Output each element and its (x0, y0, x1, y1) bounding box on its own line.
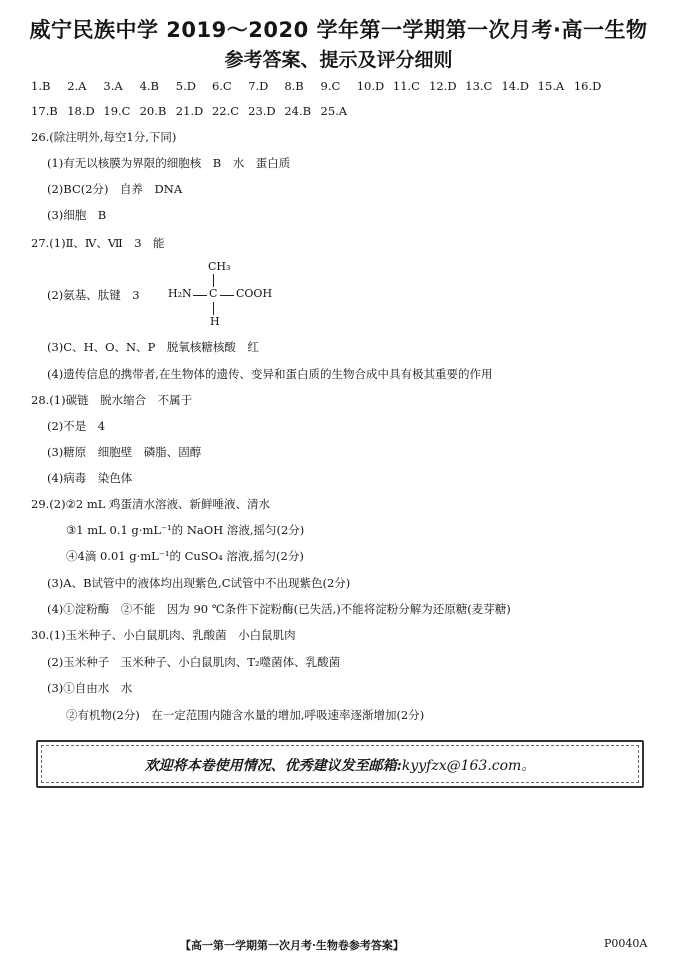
formula-bond-bottom (213, 302, 214, 315)
q27-line-3: (3)C、H、O、N、P 脱氧核糖核酸 红 (47, 340, 259, 354)
choice-answer: 11.C (392, 79, 420, 93)
footer-label: 【高一第一学期第一次月考·生物卷参考答案】 (180, 939, 404, 952)
choice-answers-row-2 (31, 104, 357, 118)
choice-answer: 16.D (573, 79, 602, 93)
alanine-structural-formula (168, 260, 288, 330)
formula-left-group: H₂N (168, 287, 192, 300)
choice-answer: 3.A (103, 79, 123, 93)
page-subtitle: 参考答案、提示及评分细则 (224, 49, 453, 71)
q30-line-2: (2)玉米种子 玉米种子、小白鼠肌肉、T₂噬菌体、乳酸菌 (47, 655, 341, 669)
choice-answer: 21.D (175, 104, 204, 118)
q29-line-2: ③1 mL 0.1 g·mL⁻¹的 NaOH 溶液,摇匀(2分) (66, 523, 305, 537)
formula-bond-right (220, 295, 234, 296)
choice-answer: 1.B (31, 79, 51, 93)
q29-line-5: (4)①淀粉酶 ②不能 因为 90 ℃条件下淀粉酶(已失活,)不能将淀粉分解为还原糖(麦芽糖) (47, 602, 511, 616)
formula-center-atom: C (209, 287, 218, 300)
choice-answer: 15.A (537, 79, 565, 93)
choice-answer: 19.C (103, 104, 131, 118)
q29-line-4: (3)A、B试管中的液体均出现紫色,C试管中不出现紫色(2分) (47, 576, 351, 590)
choice-answer: 22.C (211, 104, 240, 118)
choice-answer: 18.D (67, 104, 95, 118)
formula-bottom-atom: H (210, 315, 220, 328)
choice-answer: 20.B (139, 104, 167, 118)
q27-line-2: (2)氨基、肽键 3 (47, 288, 140, 302)
feedback-notice (38, 755, 642, 775)
choice-answer: 10.D (356, 79, 385, 93)
q28-line-3: (3)糖原 细胞壁 磷脂、固醇 (47, 445, 202, 459)
choice-answer: 17.B (31, 104, 58, 118)
q28-line-4: (4)病毒 染色体 (47, 471, 133, 485)
q30-line-1: 30.(1)玉米种子、小白鼠肌肉、乳酸菌 小白鼠肌肉 (31, 628, 296, 642)
q27-line-4: (4)遗传信息的携带者,在生物体的遗传、变异和蛋白质的生物合成中具有极其重要的作用 (47, 367, 493, 381)
choice-answer: 4.B (139, 79, 159, 93)
q30-line-3: (3)①自由水 水 (47, 681, 133, 695)
choice-answers-row-1 (31, 79, 610, 93)
choice-answer: 9.C (320, 79, 341, 93)
footer-code: P0040A (604, 937, 648, 950)
q28-line-1: 28.(1)碳链 脱水缩合 不属于 (31, 393, 193, 407)
formula-right-group: COOH (236, 287, 273, 300)
feedback-notice-box (36, 740, 644, 788)
page-title: 威宁民族中学 2019～2020 学年第一学期第一次月考·高一生物 (29, 18, 648, 42)
choice-answer: 6.C (211, 79, 232, 93)
choice-answer: 14.D (501, 79, 529, 93)
formula-top-group: CH₃ (208, 260, 231, 273)
choice-answer: 7.D (248, 79, 269, 93)
q27-line-1: 27.(1)Ⅱ、Ⅳ、Ⅶ 3 能 (31, 236, 165, 250)
q26-head: 26.(除注明外,每空1分,下同) (31, 130, 177, 144)
choice-answer: 23.D (248, 104, 276, 118)
q29-line-1: 29.(2)②2 mL 鸡蛋清水溶液、新鲜唾液、清水 (31, 497, 271, 511)
formula-bond-left (193, 295, 207, 296)
feedback-notice-text: 欢迎将本卷使用情况、优秀建议发至邮箱: (144, 758, 402, 774)
formula-bond-top (213, 274, 214, 287)
choice-answer: 24.B (284, 104, 312, 118)
feedback-email[interactable]: kyyfzx@163.com。 (401, 758, 536, 774)
choice-answer: 2.A (67, 79, 87, 93)
q30-line-4: ②有机物(2分) 在一定范围内随含水量的增加,呼吸速率逐渐增加(2分) (66, 708, 425, 722)
choice-answer: 5.D (175, 79, 196, 93)
q29-line-3: ④4滴 0.01 g·mL⁻¹的 CuSO₄ 溶液,摇匀(2分) (66, 549, 304, 563)
q26-line-2: (2)BC(2分) 自养 DNA (47, 182, 183, 196)
q26-line-1: (1)有无以核膜为界限的细胞核 B 水 蛋白质 (47, 156, 291, 170)
choice-answer: 8.B (284, 79, 304, 93)
choice-answer: 25.A (320, 104, 348, 118)
q28-line-2: (2)不是 4 (47, 419, 106, 433)
choice-answer: 13.C (465, 79, 493, 93)
q26-line-3: (3)细胞 B (47, 208, 107, 222)
choice-answer: 12.D (429, 79, 457, 93)
